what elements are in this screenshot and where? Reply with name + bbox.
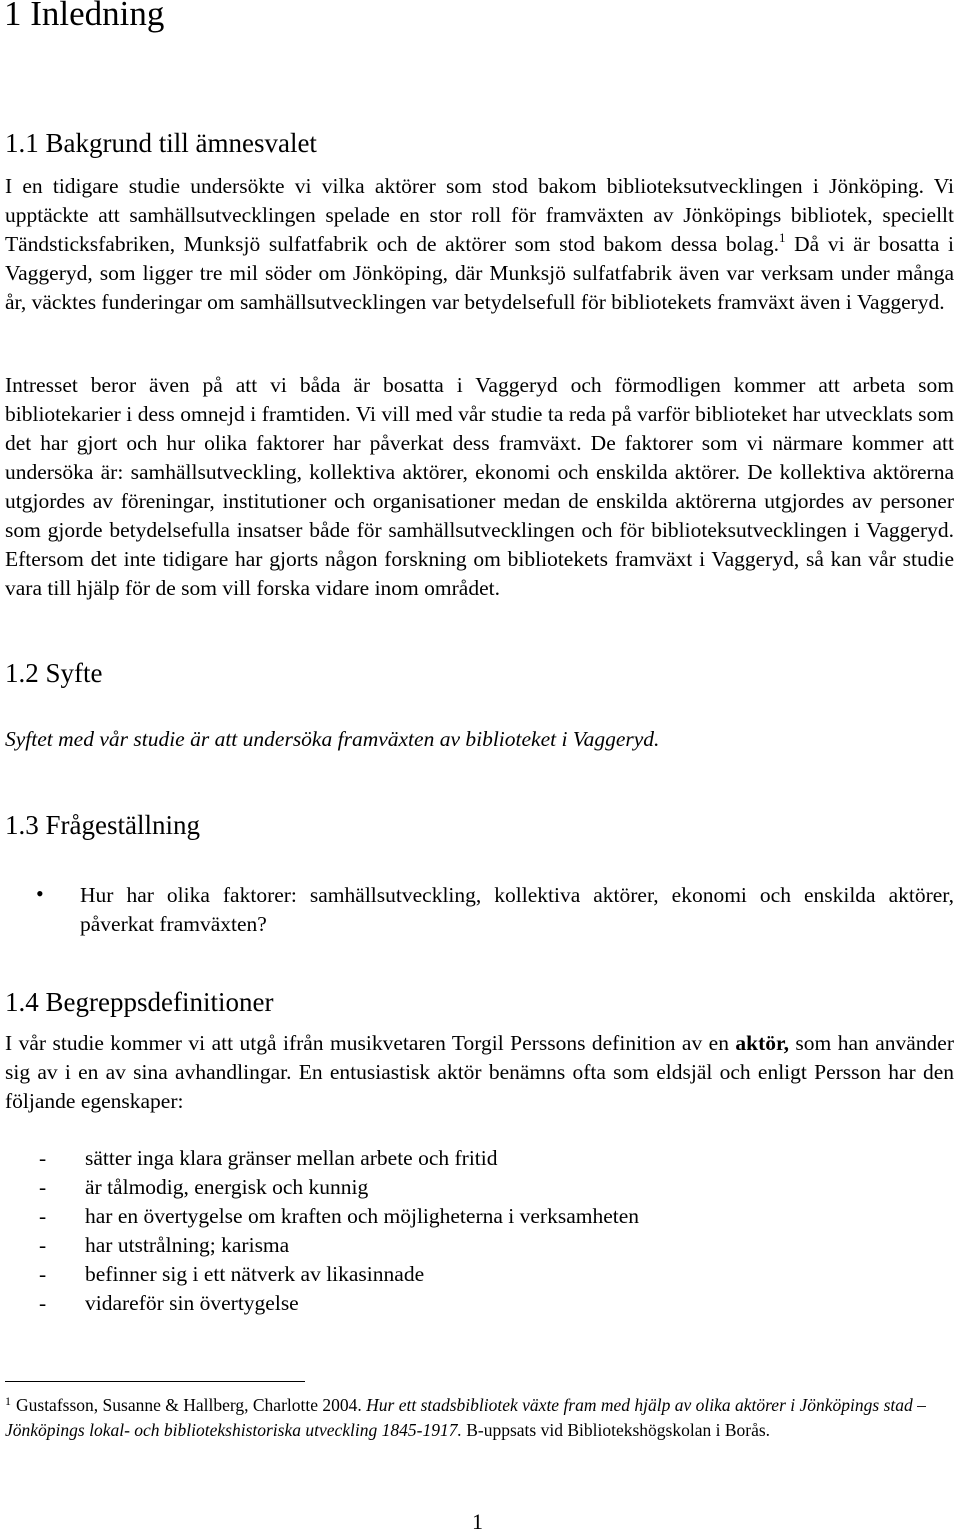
list-item-text: har en övertygelse om kraften och möjligheterna i verksamheten <box>85 1204 640 1228</box>
footnote-reference[interactable]: 1 <box>779 230 786 245</box>
list-item-text: är tålmodig, energisk och kunnig <box>85 1175 369 1199</box>
section-heading-research-question: 1.3 Frågeställning <box>5 810 200 840</box>
background-paragraph-1-text-a: I en tidigare studie undersökte vi vilka aktörer som stod bakom biblioteksutvecklingen i Jönköping. Vi upptäckte att samhällsutvecklingen spelade en stor roll för framväxten av Jönköpings bibliotek, speciellt Tändsticksfabriken, Munksjö sulfatfabrik och de aktörer som stod bakom dessa bolag. <box>5 174 954 256</box>
footnote-rest: B-uppsats vid Bibliotekshögskolan i Borås. <box>461 1420 771 1440</box>
footnote-number: 1 <box>5 1394 11 1408</box>
definition-term: aktör, <box>735 1031 789 1055</box>
dash-marker: - <box>39 1262 47 1286</box>
purpose-statement: Syftet med vår studie är att undersöka framväxten av biblioteket i Vaggeryd. <box>5 727 660 751</box>
list-item-text: befinner sig i ett nätverk av likasinnade <box>85 1262 425 1286</box>
footnote-title: Hur ett stadsbibliotek växte fram med hjälp av olika aktörer i Jönköpings stad – Jönköpings lokal- och bibliotekshistoriska utveckling 1845-1917. <box>5 1395 926 1440</box>
background-paragraph-1-text-b: Då vi är bosatta i Vaggeryd, som ligger tre mil söder om Jönköping, där Munksjö sulfatfabrik även var verksam under många år, väcktes funderingar om samhällsutvecklingen var betydelsefull för bibliotekets framväxt även i Vaggeryd. <box>5 232 954 314</box>
footnote-authors: Gustafsson, Susanne & Hallberg, Charlotte 2004. <box>16 1395 367 1415</box>
chapter-heading: 1 Inledning <box>4 0 165 33</box>
definitions-paragraph-text-b: som han använder sig av i en av sina avhandlingar. En entusiastisk aktör benämns ofta som eldsjäl och enligt Persson har den följande egenskaper: <box>5 1031 954 1113</box>
definitions-paragraph <box>5 1029 954 1116</box>
list-item-text: vidareför sin övertygelse <box>85 1291 299 1315</box>
section-heading-definitions: 1.4 Begreppsdefinitioner <box>5 987 274 1017</box>
dash-marker: - <box>39 1204 47 1228</box>
dash-marker: - <box>39 1146 47 1170</box>
section-heading-purpose: 1.2 Syfte <box>5 658 103 688</box>
section-heading-background: 1.1 Bakgrund till ämnesvalet <box>5 128 317 158</box>
background-paragraph-2: Intresset beror även på att vi båda är bosatta i Vaggeryd och förmodligen kommer att arbeta som bibliotekarier i dess omnejd i framtiden. Vi vill med vår studie ta reda på varför biblioteket har utvecklats som det har gjort och hur olika faktorer har påverkat dess framväxt. De faktorer som vi närmare kommer att undersöka är: samhällsutveckling, kollektiva aktörer, ekonomi och enskilda aktörer. De kollektiva aktörerna utgjordes av föreningar, institutioner och organisationer medan de enskilda aktörerna utgjordes av personer som gjorde betydelsefulla insatser både för samhällsutvecklingen och för biblioteksutvecklingen i Vaggeryd. Eftersom det inte tidigare har gjorts någon forskning om bibliotekets framväxt i Vaggeryd, så kan vår studie vara till hjälp för de som vill forska vidare inom området. <box>5 373 954 600</box>
definitions-paragraph-text-a: I vår studie kommer vi att utgå ifrån musikvetaren Torgil Perssons definition av en <box>5 1031 736 1055</box>
footnote <box>5 1393 960 1443</box>
page-number: 1 <box>472 1509 483 1534</box>
research-question: Hur har olika faktorer: samhällsutveckling, kollektiva aktörer, ekonomi och enskilda aktörer, påverkat framväxten? <box>80 883 954 936</box>
dash-marker: - <box>39 1291 47 1315</box>
list-item-text: sätter inga klara gränser mellan arbete och fritid <box>85 1146 498 1170</box>
list-item-text: har utstrålning; karisma <box>85 1233 290 1257</box>
dash-marker: - <box>39 1233 47 1257</box>
bullet-icon: • <box>36 881 44 906</box>
footnote-separator <box>5 1381 305 1382</box>
background-paragraph-1 <box>5 172 954 317</box>
dash-marker: - <box>39 1175 47 1199</box>
